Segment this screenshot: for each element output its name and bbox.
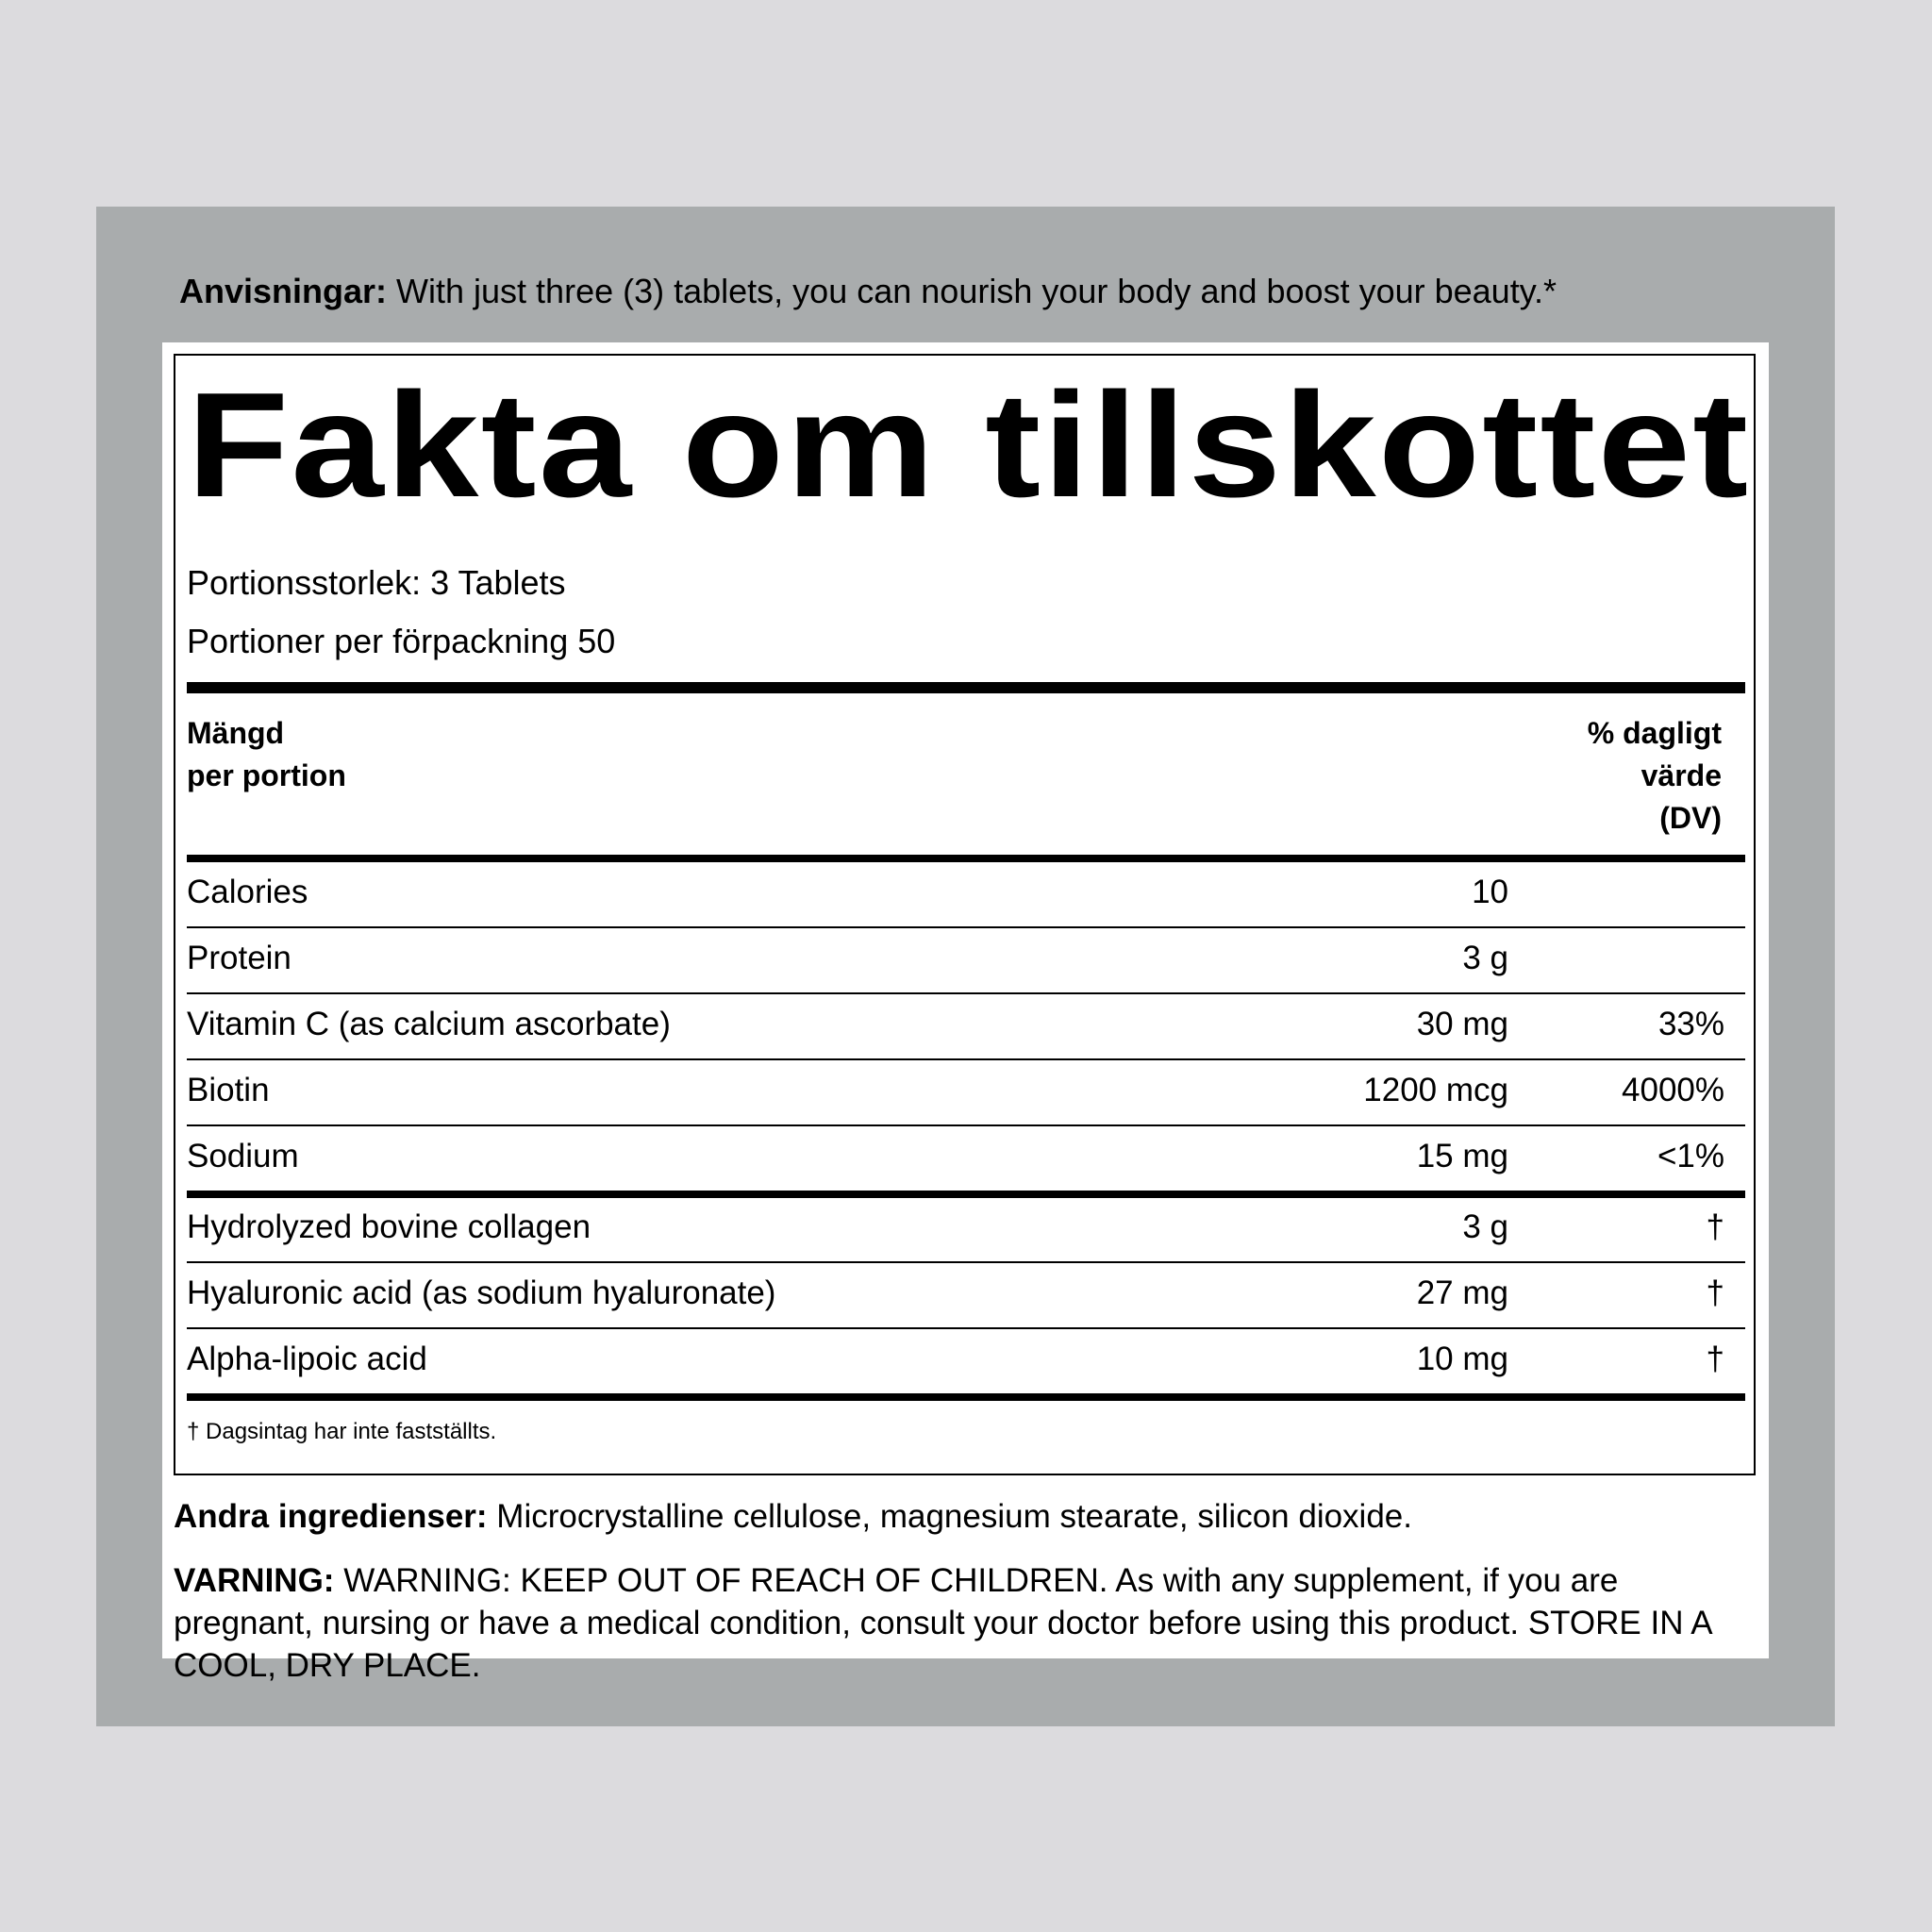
nutrient-amount: 1200 mcg [1363, 1072, 1508, 1108]
table-row [187, 1124, 1745, 1189]
directions-text: With just three (3) tablets, you can nourish your body and boost your beauty.* [387, 272, 1557, 310]
nutrient-amount: 30 mg [1416, 1006, 1508, 1042]
amount-per-serving-header [187, 712, 346, 797]
divider-bottom [187, 1393, 1745, 1401]
table-row [187, 926, 1745, 991]
other-ingredients [174, 1495, 1758, 1539]
nutrient-name: Sodium [187, 1138, 299, 1174]
dv-header-line1: % dagligt [1587, 716, 1722, 750]
ingredient-amount: 27 mg [1416, 1274, 1508, 1311]
table-row [187, 1058, 1745, 1123]
nutrient-amount: 15 mg [1416, 1138, 1508, 1174]
ingredient-dv: † [1706, 1341, 1724, 1377]
table-row [187, 1261, 1745, 1325]
amount-header-line2: per portion [187, 758, 346, 792]
ingredient-name: Alpha-lipoic acid [187, 1341, 427, 1377]
dv-header-line3: (DV) [1659, 801, 1722, 835]
other-ingredients-text: Microcrystalline cellulose, magnesium stearate, silicon dioxide. [487, 1498, 1412, 1535]
daily-value-header [1588, 712, 1722, 840]
nutrient-name: Vitamin C (as calcium ascorbate) [187, 1006, 671, 1042]
ingredient-name: Hyaluronic acid (as sodium hyaluronate) [187, 1274, 776, 1311]
divider-thick [187, 682, 1745, 693]
nutrient-dv: <1% [1657, 1138, 1724, 1174]
serving-size: Portionsstorlek: 3 Tablets [187, 563, 566, 602]
directions [179, 270, 1783, 313]
nutrient-dv: 4000% [1622, 1072, 1724, 1108]
table-row [187, 860, 1745, 924]
footnote: † Dagsintag har inte fastställts. [187, 1419, 497, 1444]
servings-per-container: Portioner per förpackning 50 [187, 622, 616, 660]
table-row [187, 1195, 1745, 1259]
nutrient-name: Biotin [187, 1072, 270, 1108]
directions-label: Anvisningar: [179, 272, 388, 310]
table-row [187, 992, 1745, 1057]
facts-title: Fakta om tillskottet [187, 362, 1751, 528]
amount-header-line1: Mängd [187, 716, 285, 750]
warning [174, 1559, 1758, 1687]
dv-header-line2: värde [1641, 758, 1722, 792]
ingredient-dv: † [1706, 1208, 1724, 1245]
ingredient-amount: 3 g [1462, 1208, 1508, 1245]
nutrient-name: Protein [187, 940, 291, 976]
warning-text: WARNING: KEEP OUT OF REACH OF CHILDREN. As with any supplement, if you are pregnant, nursing or have a medical condition, consult your doctor before using this product. STORE IN A COOL, DRY PLACE. [174, 1562, 1711, 1684]
nutrient-amount: 3 g [1462, 940, 1508, 976]
warning-label: VARNING: [174, 1562, 335, 1599]
other-ingredients-label: Andra ingredienser: [174, 1498, 488, 1535]
nutrient-name: Calories [187, 874, 308, 910]
table-row [187, 1327, 1745, 1391]
ingredient-name: Hydrolyzed bovine collagen [187, 1208, 591, 1245]
nutrient-dv: 33% [1657, 1006, 1724, 1042]
ingredient-amount: 10 mg [1416, 1341, 1508, 1377]
nutrient-amount: 10 [1472, 874, 1508, 910]
supplement-facts-box [174, 354, 1756, 1475]
ingredient-dv: † [1706, 1274, 1724, 1311]
